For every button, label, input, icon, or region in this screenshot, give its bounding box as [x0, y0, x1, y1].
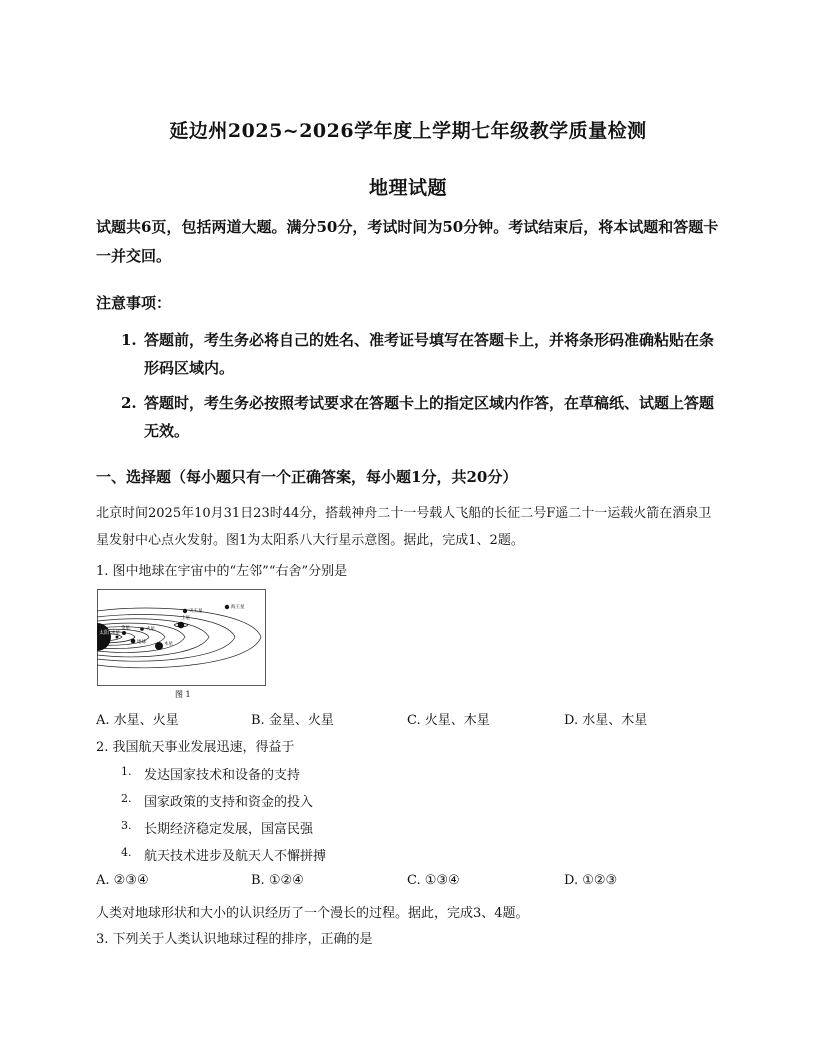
- solar-system-figure: [97, 589, 267, 699]
- list-item-number: 3.: [121, 819, 132, 832]
- mars-label: 火星: [146, 627, 155, 632]
- neptune-dot: [225, 605, 229, 609]
- exam-subtitle: 地理试题: [368, 177, 447, 199]
- notice-item: [121, 389, 721, 445]
- option-d: D. 水星、木星: [564, 713, 648, 728]
- question-stem: 3. 下列关于人类认识地球过程的排序，正确的是: [96, 932, 373, 947]
- question-stem: 1. 图中地球在宇宙中的“左邻”“右舍”分别是: [96, 564, 348, 579]
- mars-dot: [140, 627, 144, 631]
- jupiter-label: 木星: [164, 642, 173, 647]
- answer-options: [96, 709, 722, 729]
- section-heading: 一、选择题（每小题只有一个正确答案，每小题1分，共20分）: [96, 468, 518, 486]
- notice-item-number: 1.: [121, 331, 137, 349]
- question-stem: 2. 我国航天事业发展迅速，得益于: [96, 740, 295, 755]
- venus-dot: [122, 631, 126, 635]
- option-d: D. ①②③: [564, 873, 618, 888]
- exam-intro: 试题共6页，包括两道大题。满分50分，考试时间为50分钟。考试结束后，将本试题和答题卡一并交回。: [96, 218, 719, 265]
- notice-item: [121, 326, 721, 382]
- option-c: C. 火星、木星: [407, 713, 490, 728]
- passage: 北京时间2025年10月31日23时44分，搭载神舟二十一号载人飞船的长征二号F遥二十一运载火箭在酒泉卫星发射中心点火发射。图1为太阳系八大行星示意图。据此，完成1、2题。: [96, 506, 712, 548]
- list-item-text: 发达国家技术和设备的支持: [144, 768, 301, 783]
- notice-heading: 注意事项：: [96, 294, 172, 312]
- list-item: [121, 764, 300, 783]
- list-item-text: 国家政策的支持和资金的投入: [144, 795, 314, 810]
- passage: 人类对地球形状和大小的认识经历了一个漫长的过程。据此，完成3、4题。: [96, 906, 529, 921]
- venus-label: 金星: [121, 626, 130, 631]
- uranus-label: 天王星: [189, 609, 203, 614]
- neptune-label: 海王星: [231, 605, 245, 610]
- list-item-text: 航天技术进步及航天人不懈拼搏: [144, 849, 327, 864]
- figure-frame: [98, 590, 266, 686]
- saturn-label: 土星: [181, 616, 190, 621]
- option-c: C. ①③④: [407, 873, 460, 888]
- list-item-number: 1.: [121, 765, 132, 778]
- earth-label: 地球: [137, 640, 146, 645]
- notice-item-text: 答题前，考生务必将自己的姓名、准考证号填写在答题卡上，并将条形码准确粘贴在条形码区域内。: [144, 331, 715, 377]
- list-item-number: 2.: [121, 792, 132, 805]
- option-b: B. 金星、火星: [251, 713, 334, 728]
- notice-item-text: 答题时，考生务必按照考试要求在答题卡上的指定区域内作答，在草稿纸、试题上答题无效。: [144, 394, 715, 440]
- figure-caption: 图 1: [175, 690, 191, 699]
- exam-title: 延边州2025~2026学年度上学期七年级教学质量检测: [169, 120, 647, 142]
- mercury-label: 水星: [111, 631, 120, 636]
- uranus-dot: [183, 609, 187, 613]
- answer-options: [96, 873, 722, 893]
- jupiter-dot: [155, 642, 163, 650]
- option-a: A. ②③④: [96, 873, 149, 888]
- list-item-text: 长期经济稳定发展，国富民强: [144, 822, 314, 837]
- earth-dot: [131, 639, 136, 644]
- list-item: [121, 845, 326, 864]
- notice-item-number: 2.: [121, 394, 137, 412]
- option-b: B. ①②④: [251, 873, 304, 888]
- sun-label: 太阳: [99, 630, 110, 636]
- list-item-number: 4.: [121, 846, 132, 859]
- list-item: [121, 818, 313, 837]
- option-a: A. 水星、火星: [96, 713, 179, 728]
- saturn-dot: [178, 622, 185, 629]
- list-item: [121, 791, 313, 810]
